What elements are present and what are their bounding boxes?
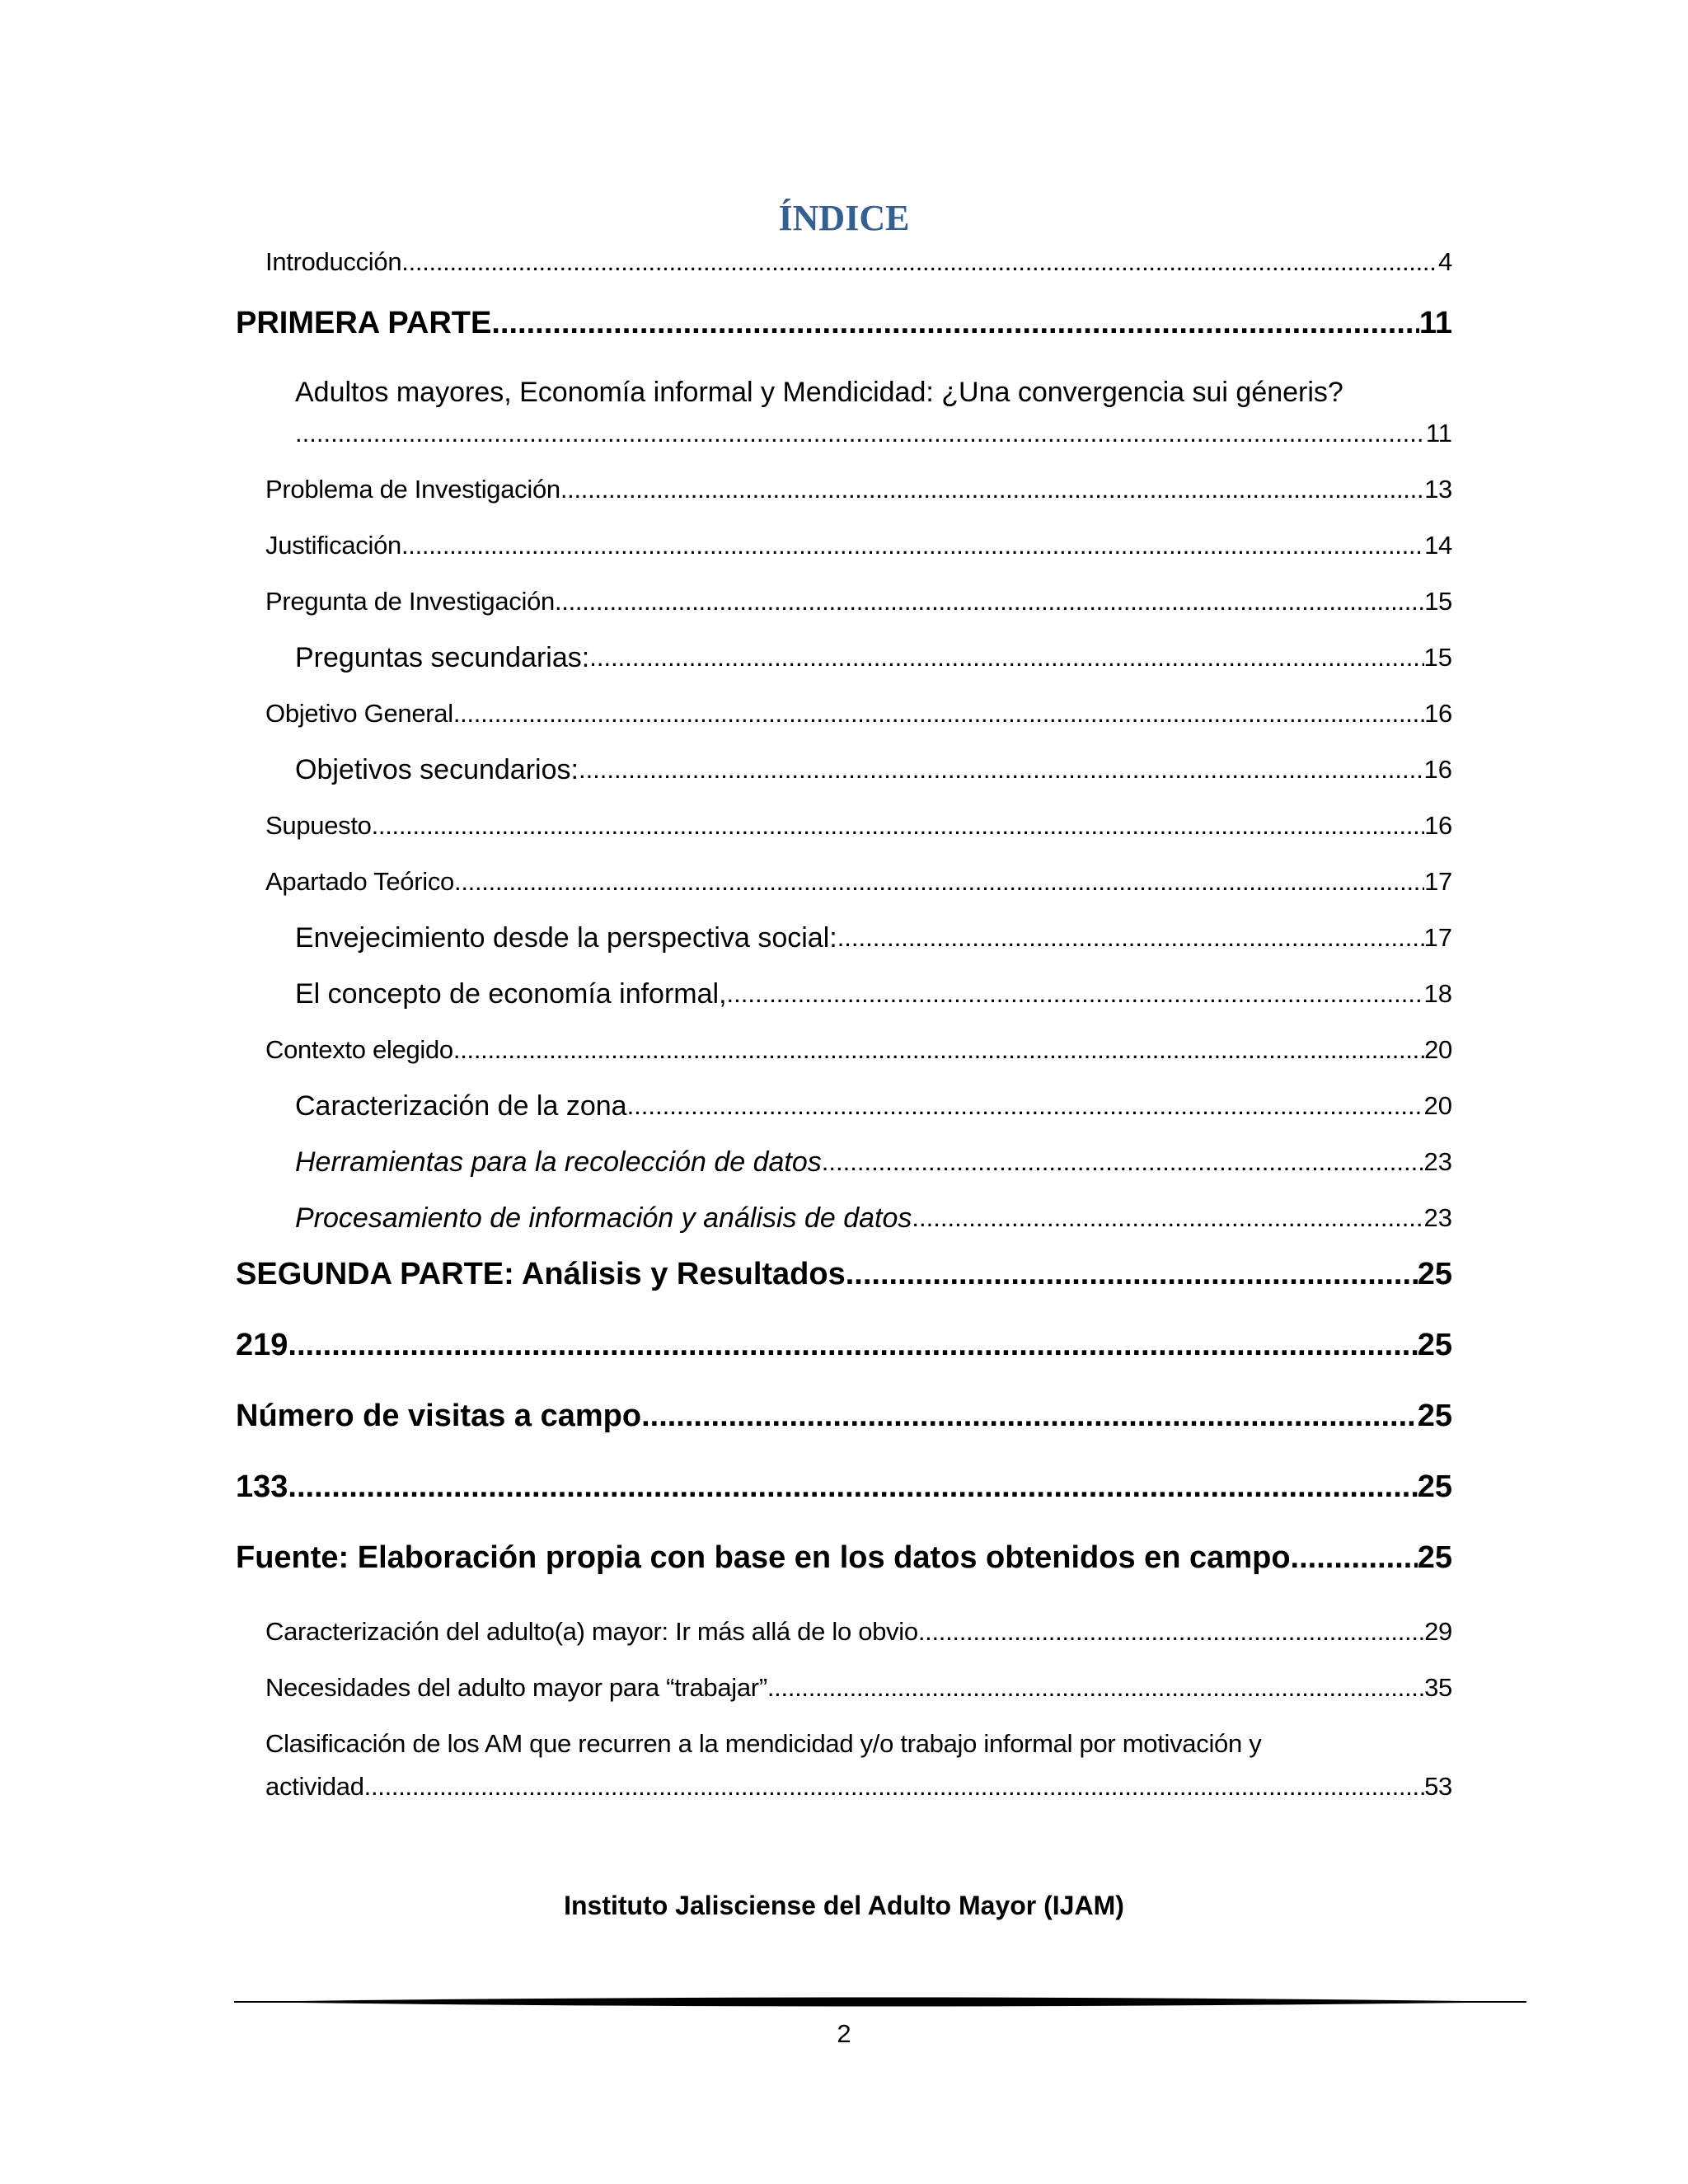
dot-leader bbox=[918, 1615, 1424, 1648]
toc-entry-label: Supuesto bbox=[265, 811, 372, 840]
toc-entry-page: 17 bbox=[1424, 867, 1452, 896]
toc-entry-label: Procesamiento de información y análisis de datos bbox=[295, 1202, 912, 1234]
toc-entry-page: 25 bbox=[1417, 1540, 1452, 1575]
dot-leader bbox=[364, 1770, 1424, 1803]
dot-leader bbox=[822, 1144, 1424, 1180]
toc-entry-page: 20 bbox=[1424, 1035, 1452, 1064]
toc-entry-clasificacion[interactable] bbox=[265, 1770, 1452, 1803]
dot-leader bbox=[288, 1325, 1417, 1365]
dot-leader bbox=[912, 1200, 1423, 1236]
toc-entry-apartado-teorico[interactable] bbox=[265, 865, 1452, 898]
toc-entry-contexto[interactable] bbox=[265, 1033, 1452, 1066]
toc-entry-label: Problema de Investigación bbox=[265, 475, 560, 504]
dot-leader bbox=[372, 809, 1425, 842]
dot-leader bbox=[555, 585, 1424, 618]
toc-entry-page: 14 bbox=[1424, 531, 1452, 560]
toc-entry-herramientas[interactable] bbox=[295, 1144, 1452, 1180]
toc-entry-adultos-mayores[interactable] bbox=[295, 415, 1452, 452]
dot-leader bbox=[453, 697, 1424, 730]
page-title: ÍNDICE bbox=[778, 198, 910, 238]
toc-entry-133[interactable] bbox=[236, 1467, 1452, 1507]
dot-leader bbox=[401, 246, 1438, 279]
dot-leader bbox=[1299, 1538, 1418, 1577]
toc-entry-primera-parte[interactable] bbox=[236, 303, 1452, 343]
toc-entry-219[interactable] bbox=[236, 1325, 1452, 1365]
toc-entry-page: 25 bbox=[1417, 1399, 1452, 1433]
toc-entry-page: 23 bbox=[1423, 1203, 1452, 1232]
toc-entry-page: 53 bbox=[1424, 1772, 1452, 1801]
toc-entry-label[interactable]: Adultos mayores, Economía informal y Mendicidad: ¿Una convergencia sui géneris? bbox=[295, 377, 1343, 408]
toc-entry-label: Introducción bbox=[265, 247, 402, 276]
toc-entry-caracterizacion-zona[interactable] bbox=[295, 1088, 1452, 1124]
toc-entry-page: 16 bbox=[1423, 755, 1452, 784]
toc-entry-justificacion[interactable] bbox=[265, 529, 1452, 562]
toc-entry-label: SEGUNDA PARTE: Análisis y Resultados bbox=[236, 1257, 846, 1291]
dot-leader bbox=[454, 865, 1424, 898]
dot-leader bbox=[295, 415, 1426, 452]
toc-entry-fuente[interactable] bbox=[236, 1538, 1452, 1577]
toc-entry-label-line1[interactable]: Clasificación de los AM que recurren a la mendicidad y/o trabajo informal por motivación y bbox=[265, 1729, 1262, 1758]
dot-leader bbox=[627, 1088, 1424, 1124]
toc-entry-page: 18 bbox=[1423, 979, 1452, 1008]
toc-entry-page: 13 bbox=[1424, 475, 1452, 504]
toc-entry-label: El concepto de economía informal, bbox=[295, 978, 727, 1010]
toc-entry-page: 25 bbox=[1417, 1469, 1452, 1504]
toc-entry-label: Herramientas para la recolección de datos bbox=[295, 1146, 822, 1178]
toc-entry-page: 23 bbox=[1423, 1147, 1452, 1176]
dot-leader bbox=[837, 920, 1424, 956]
dot-leader bbox=[288, 1467, 1417, 1507]
dot-leader bbox=[641, 1396, 1418, 1436]
dot-leader bbox=[491, 303, 1418, 343]
toc-entry-page: 4 bbox=[1438, 247, 1452, 276]
footer-rule bbox=[234, 1994, 1526, 2009]
footer-institution: Instituto Jalisciense del Adulto Mayor (IJAM) bbox=[564, 1891, 1124, 1920]
toc-entry-label: Pregunta de Investigación bbox=[265, 587, 555, 616]
dot-leader bbox=[579, 752, 1424, 788]
toc-entry-label: actividad bbox=[265, 1772, 364, 1801]
toc-entry-envejecimiento[interactable] bbox=[295, 920, 1452, 956]
toc-entry-supuesto[interactable] bbox=[265, 809, 1452, 842]
dot-leader bbox=[767, 1671, 1424, 1704]
dot-leader bbox=[560, 473, 1424, 506]
dot-leader bbox=[401, 529, 1424, 562]
toc-entry-page: 11 bbox=[1425, 419, 1452, 448]
toc-entry-page: 20 bbox=[1423, 1091, 1452, 1120]
toc-entry-economia-informal[interactable] bbox=[295, 976, 1452, 1012]
toc-entry-page: 16 bbox=[1424, 811, 1452, 840]
dot-leader bbox=[453, 1033, 1424, 1066]
toc-entry-label: PRIMERA PARTE bbox=[236, 306, 492, 340]
toc-entry-page: 15 bbox=[1424, 587, 1452, 616]
toc-entry-page: 17 bbox=[1423, 923, 1452, 952]
toc-entry-page: 25 bbox=[1417, 1328, 1452, 1362]
toc-entry-page: 35 bbox=[1424, 1673, 1452, 1702]
dot-leader bbox=[846, 1254, 1418, 1294]
toc-entry-page: 16 bbox=[1424, 699, 1452, 728]
dot-leader bbox=[589, 640, 1423, 676]
toc-entry-label: Apartado Teórico bbox=[265, 867, 455, 896]
toc-entry-label: Necesidades del adulto mayor para “trabajar” bbox=[265, 1673, 767, 1702]
toc-entry-objetivo-general[interactable] bbox=[265, 697, 1452, 730]
toc-entry-necesidades[interactable] bbox=[265, 1671, 1452, 1704]
dot-leader bbox=[727, 976, 1424, 1012]
toc-entry-label: Justificación bbox=[265, 531, 401, 560]
toc-entry-page: 11 bbox=[1418, 306, 1452, 340]
toc-entry-label: Número de visitas a campo bbox=[236, 1399, 642, 1433]
toc-entry-label: Objetivo General bbox=[265, 699, 453, 728]
toc-entry-segunda-parte[interactable] bbox=[236, 1254, 1452, 1294]
page-number: 2 bbox=[837, 2019, 851, 2048]
toc-entry-problema[interactable] bbox=[265, 473, 1452, 506]
toc-entry-label: Envejecimiento desde la perspectiva social: bbox=[295, 922, 837, 954]
toc-entry-label: Fuente: Elaboración propia con base en los datos obtenidos en campo. bbox=[236, 1540, 1300, 1575]
toc-entry-label: 133 bbox=[236, 1469, 288, 1504]
toc-entry-introduccion[interactable] bbox=[265, 246, 1452, 279]
toc-entry-preguntas-secundarias[interactable] bbox=[295, 640, 1452, 676]
toc-entry-label: Objetivos secundarios: bbox=[295, 754, 579, 785]
toc-entry-label: 219 bbox=[236, 1328, 288, 1362]
toc-entry-caracterizacion-adulto[interactable] bbox=[265, 1615, 1452, 1648]
toc-entry-objetivos-secundarios[interactable] bbox=[295, 752, 1452, 788]
toc-entry-procesamiento[interactable] bbox=[295, 1200, 1452, 1236]
toc-entry-label: Caracterización del adulto(a) mayor: Ir más allá de lo obvio bbox=[265, 1617, 918, 1646]
toc-entry-page: 15 bbox=[1423, 643, 1452, 672]
toc-entry-pregunta[interactable] bbox=[265, 585, 1452, 618]
toc-entry-label: Preguntas secundarias: bbox=[295, 642, 590, 673]
toc-entry-page: 25 bbox=[1417, 1257, 1452, 1291]
toc-entry-visitas[interactable] bbox=[236, 1396, 1452, 1436]
toc-entry-label: Caracterización de la zona bbox=[295, 1090, 627, 1122]
toc-entry-page: 29 bbox=[1424, 1617, 1452, 1646]
toc-entry-label: Contexto elegido bbox=[265, 1035, 453, 1064]
